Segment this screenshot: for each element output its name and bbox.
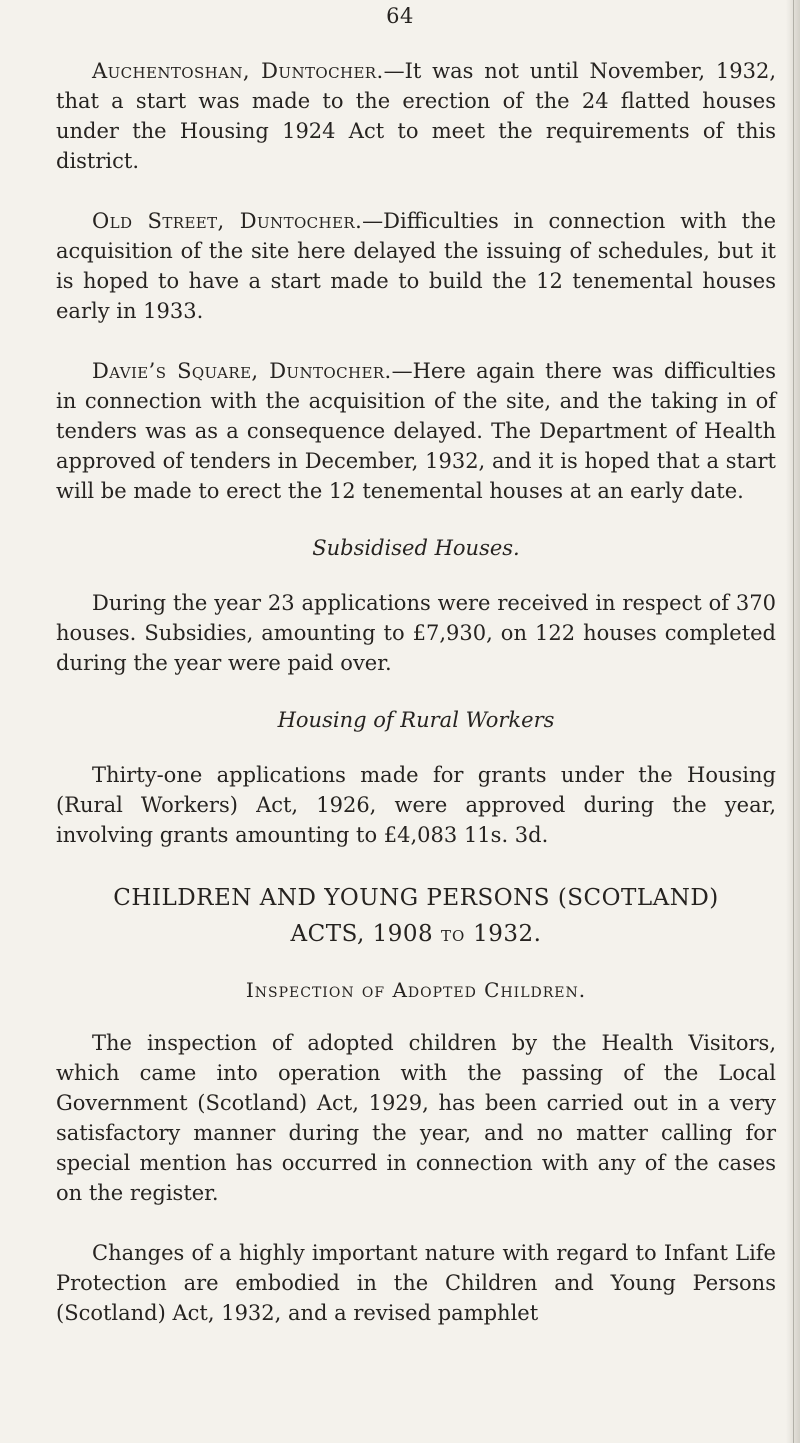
place-lead: Auchentoshan, Duntocher. <box>92 59 384 83</box>
paragraph-text: —It was not until November, 1932, that a start was made to the erection of the 24 flatted houses under the Housing 1924 Act to meet the requirements of this district. <box>56 59 777 173</box>
years-end: 1932. <box>473 921 542 947</box>
rural-workers-paragraph: Thirty-one applications made for grants under the Housing (Rural Workers) Act, 1926, were approved during the year, involving grants amounting to £4,083 11s. 3d. <box>56 763 776 847</box>
children-act-heading: CHILDREN AND YOUNG PERSONS (SCOTLAND) <box>113 885 719 911</box>
paragraph-text: —Difficulties in connection with the acquisition of the site here delayed the issuing of schedules, but it is hoped to have a start made to build the 12 tenemental houses early in 1933. <box>56 209 776 323</box>
adopted-children-heading: Inspection of Adopted Children. <box>245 978 587 1002</box>
page-edge-line <box>793 0 794 1443</box>
place-lead: Davie’s Square, Duntocher. <box>92 359 392 383</box>
subsidised-houses-paragraph: During the year 23 applications were received in respect of 370 houses. Subsidies, amounting to £7,930, on 122 houses completed during the year were paid over. <box>56 591 776 675</box>
subsidised-houses-heading: Subsidised Houses. <box>312 536 520 560</box>
paragraph-davies-square <box>56 356 776 506</box>
adopted-children-paragraph: The inspection of adopted children by the Health Visitors, which came into operation with the passing of the Local Government (Scotland) Act, 1929, has been carried out in a very satisfactory manner during the year, and no matter calling for special mention has occurred in connection with any of the cases on the register. <box>56 1031 776 1205</box>
page-number: 64 <box>386 4 414 28</box>
place-lead: Old Street, Duntocher. <box>92 209 363 233</box>
paragraph-old-street <box>56 206 776 326</box>
years-to: TO <box>440 927 466 945</box>
paragraph-text: —Here again there was difficulties in connection with the acquisition of the site, and the taking in of tenders was as a consequence delayed. The Department of Health approved of tenders in December, 1932, and it is hoped that a start will be made to erect the 12 tenemental houses at an early date. <box>56 359 776 503</box>
years-start: ACTS, 1908 <box>290 921 434 947</box>
children-act-years <box>56 916 776 954</box>
rural-workers-heading: Housing of Rural Workers <box>277 708 555 732</box>
infant-life-paragraph: Changes of a highly important nature with regard to Infant Life Protection are embodied in the Children and Young Persons (Scotland) Act, 1932, and a revised pamphlet <box>56 1241 776 1325</box>
page-content <box>56 56 776 1358</box>
paragraph-auchentoshan <box>56 56 776 176</box>
